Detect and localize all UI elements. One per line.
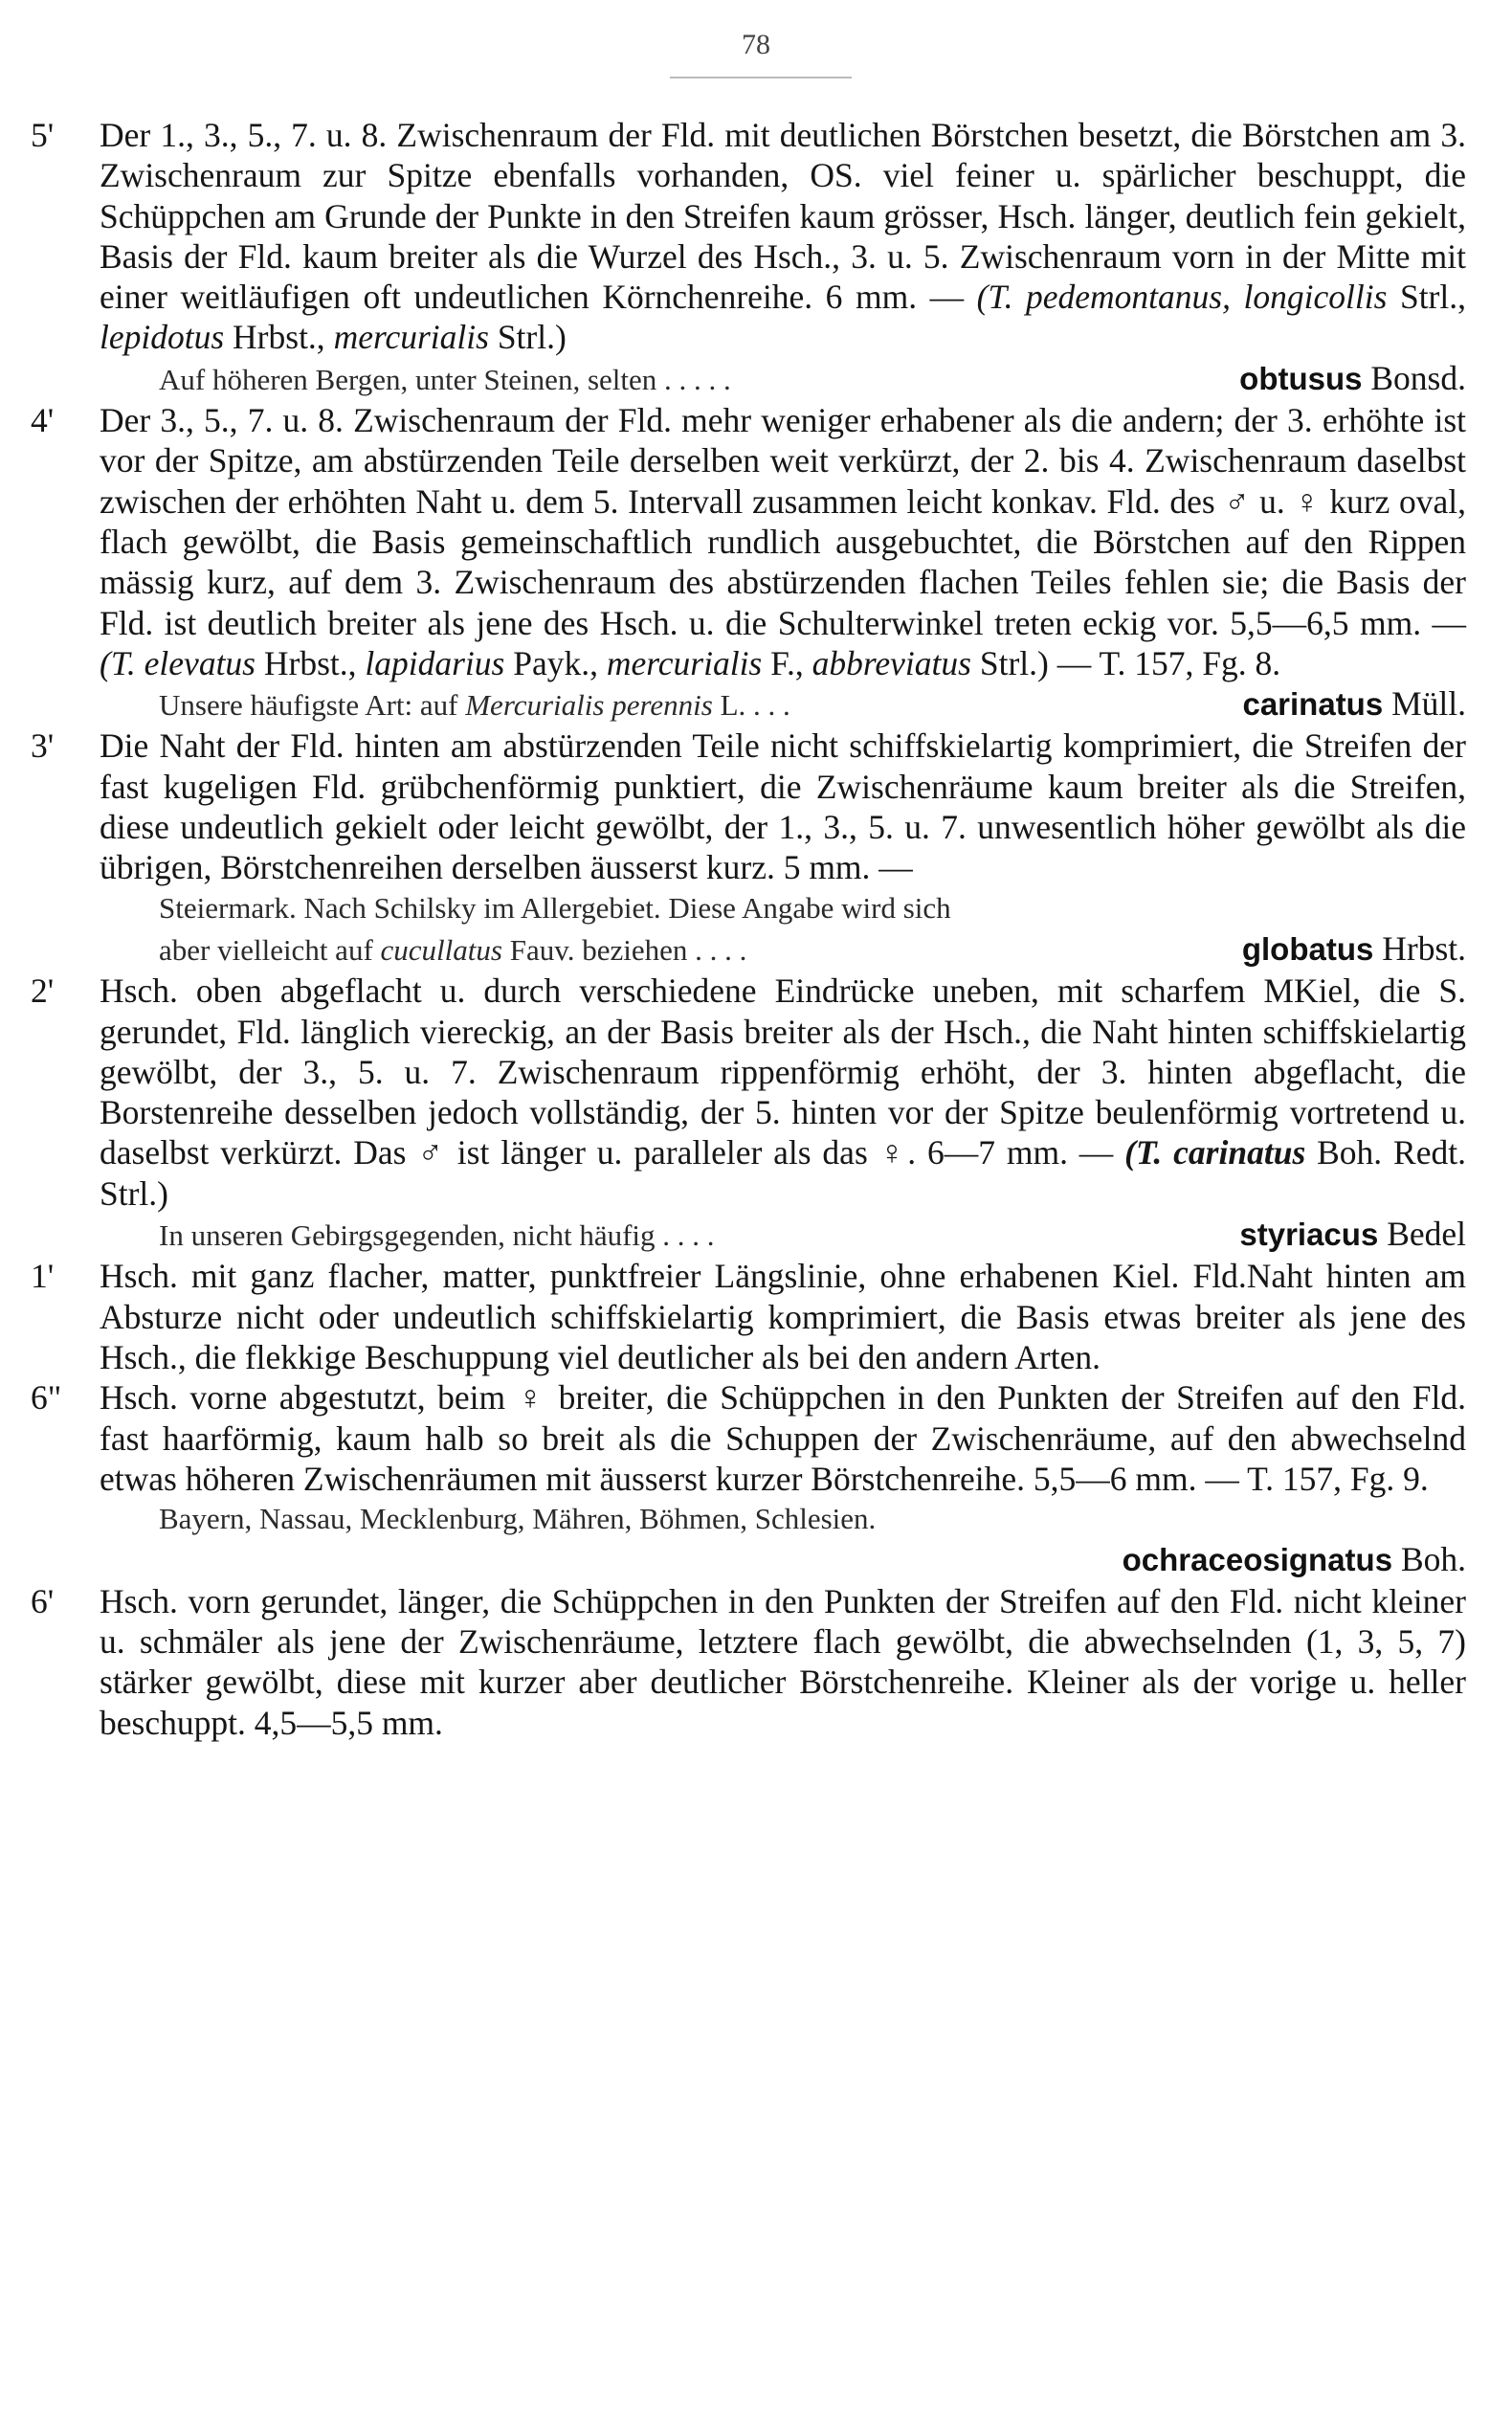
- header-rule: [670, 77, 852, 78]
- habitat-line: [100, 683, 1466, 726]
- key-entry: [31, 1256, 1466, 1377]
- couplet-number: 2': [31, 971, 55, 1011]
- species-author: Bedel: [1387, 1215, 1466, 1254]
- couplet-number: 1': [31, 1257, 55, 1296]
- habitat-line: [100, 1214, 1466, 1256]
- entry-text: Hsch. vorne abgestutzt, beim ♀ breiter, die Schüppchen in den Punkten der Streifen auf den Fld. fast haarförmig, kaum halb so breit als die Schuppen der Zwischenräume, auf den abwechselnd etwas höheren Zwischenräumen mit äusserst kurzer Börstchenreihe. 5,5—6 mm. — T. 157, Fg. 9.: [100, 1378, 1466, 1498]
- entry-text: Hsch. mit ganz flacher, matter, punktfreier Längslinie, ohne erhabenen Kiel. Fld.Naht hinten am Absturze nicht oder undeutlich schiffskielartig komprimiert, die Basis etwas breiter als jene des Hsch., die flekkige Beschuppung viel deutlicher als bei den andern Arten.: [100, 1257, 1466, 1376]
- key-entry: [31, 115, 1466, 400]
- key-entry: [31, 1581, 1466, 1743]
- habitat-note: In unseren Gebirgsgegenden, nicht häufig . . . .: [159, 1218, 715, 1253]
- document-body: [31, 115, 1466, 1743]
- key-entry: [31, 726, 1466, 971]
- habitat-note: Unsere häufigste Art: auf Mercurialis perennis L. . . .: [159, 688, 790, 723]
- couplet-number: 3': [31, 726, 55, 766]
- species-name: ochraceosignatus: [1122, 1542, 1393, 1578]
- habitat-note: Auf höheren Bergen, unter Steinen, selten . . . . .: [159, 362, 731, 396]
- habitat-note: Steiermark. Nach Schilsky im Allergebiet. Diese Angabe wird sich: [159, 890, 951, 925]
- habitat-line: [100, 358, 1466, 400]
- entry-text: Hsch. vorn gerundet, länger, die Schüppchen in den Punkten der Streifen auf den Fld. nicht kleiner u. schmäler als jene der Zwischenräume, letztere flach gewölbt, die abwechselnden (1, 3, 5, 7) stärker gewölbt, diese mit kurzer aber deutlicher Börstchenreihe. Kleiner als der vorige u. heller beschuppt. 4,5—5,5 mm.: [100, 1581, 1466, 1742]
- couplet-number: 6': [31, 1581, 55, 1620]
- couplet-number: 4': [31, 401, 55, 440]
- key-entry: [31, 971, 1466, 1256]
- species-author: Boh.: [1400, 1540, 1466, 1579]
- key-entry: [31, 1377, 1466, 1580]
- species-line: [100, 1539, 1466, 1580]
- species-author: Müll.: [1391, 684, 1466, 724]
- entry-text: Der 3., 5., 7. u. 8. Zwischenraum der Fld. mehr weniger erhabener als die andern; der 3. erhöhte ist vor der Spitze, am abstürzenden Teile derselben weit verkürzt, der 2. bis 4. Zwischenraum daselbst zwischen der erhöhten Naht u. dem 5. Intervall zusammen leicht konkav. Fld. des ♂ u. ♀ kurz oval, flach gewölbt, die Basis gemeinschaftlich rundlich ausgebuchtet, die Börstchen auf den Rippen mässig kurz, auf dem 3. Zwischenraum des abstürzenden flachen Teiles fehlen sie; die Basis der Fld. ist deutlich breiter als jene des Hsch. u. die Schulterwinkel treten eckig vor. 5,5—6,5 mm. — (T. elevatus Hrbst., lapidarius Payk., mercurialis F., abbreviatus Strl.) — T. 157, Fg. 8.: [100, 401, 1466, 682]
- couplet-number: 6": [31, 1378, 62, 1418]
- habitat-note: Bayern, Nassau, Mecklenburg, Mähren, Böhmen, Schlesien.: [159, 1502, 877, 1536]
- species-author: Bonsd.: [1370, 358, 1466, 397]
- couplet-number: 5': [31, 116, 55, 154]
- entry-text: Hsch. oben abgeflacht u. durch verschiedene Eindrücke uneben, mit scharfem MKiel, die S. gerundet, Fld. länglich viereckig, an der Basis breiter als der Hsch., die Naht hinten schiffskielartig gewölbt, der 3., 5. u. 7. Zwischenraum rippenförmig erhöht, der 3. hinten abgeflacht, die Borstenreihe desselben jedoch vollständig, der 5. hinten vor der Spitze beulenförmig vortretend u. daselbst verkürzt. Das ♂ ist länger u. paralleler als das ♀. 6—7 mm. — (T. carinatus Boh. Redt. Strl.): [100, 971, 1466, 1213]
- species-author: Hrbst.: [1382, 928, 1466, 968]
- key-entry: [31, 400, 1466, 726]
- species-name: carinatus: [1242, 686, 1384, 723]
- species-name: styriacus: [1239, 1217, 1379, 1253]
- page-number: 78: [742, 29, 770, 60]
- entry-text: Der 1., 3., 5., 7. u. 8. Zwischenraum der Fld. mit deutlichen Börstchen besetzt, die Börstchen am 3. Zwischenraum zur Spitze ebenfalls vorhanden, OS. viel feiner u. spärlicher beschuppt, die Schüppchen am Grunde der Punkte in den Streifen kaum grösser, Hsch. länger, deutlich fein gekielt, Basis der Fld. kaum breiter als die Wurzel des Hsch., 3. u. 5. Zwischenraum vorn in der Mitte mit einer weitläufigen oft undeutlichen Körnchenreihe. 6 mm. — (T. pedemontanus, longicollis Strl., lepidotus Hrbst., mercurialis Strl.): [100, 116, 1466, 357]
- species-name: globatus: [1241, 930, 1374, 967]
- species-name: obtusus: [1239, 360, 1363, 396]
- habitat-note: aber vielleicht auf cucullatus Fauv. beziehen . . . .: [159, 932, 747, 967]
- entry-text: Die Naht der Fld. hinten am abstürzenden Teile nicht schiffskielartig komprimiert, die Streifen der fast kugeligen Fld. grübchenförmig punktiert, die Zwischenräume kaum breiter als die Streifen, diese undeutlich gekielt oder leicht gewölbt, der 1., 3., 5. u. 7. unwesentlich höher gewölbt als die übrigen, Börstchenreihen derselben äusserst kurz. 5 mm. —: [100, 726, 1466, 887]
- habitat-line: [100, 928, 1466, 971]
